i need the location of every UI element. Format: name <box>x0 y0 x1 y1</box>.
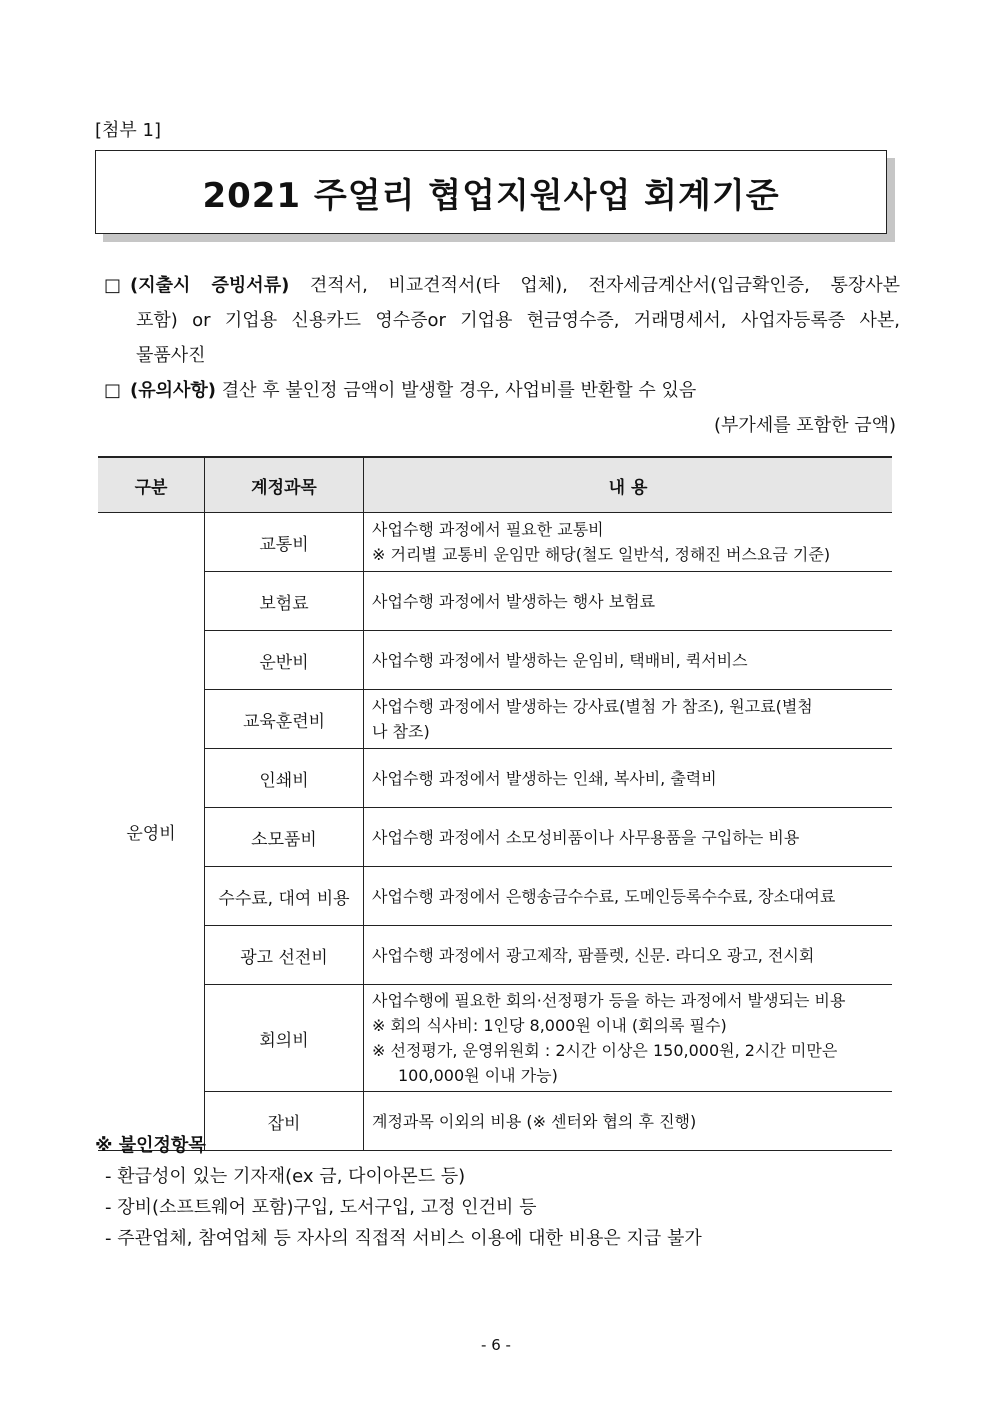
caution-note <box>104 373 900 408</box>
content-line: 사업수행 과정에서 발생하는 운임비, 택배비, 퀵서비스 <box>372 650 748 670</box>
content-line: 사업수행 과정에서 발생하는 행사 보험료 <box>372 591 656 611</box>
content-line: 사업수행에 필요한 회의·선정평가 등을 하는 과정에서 발생되는 비용 <box>372 991 846 1010</box>
content-line: 100,000원 이내 가능) <box>398 1066 558 1085</box>
caution-text: 결산 후 불인정 금액이 발생할 경우, 사업비를 반환할 수 있음 <box>221 380 697 401</box>
account-name-cell: 잡비 <box>205 1092 364 1151</box>
content-line: ※ 회의 식사비: 1인당 8,000원 이내 (회의록 필수) <box>372 1016 727 1035</box>
content-line: 사업수행 과정에서 광고제작, 팜플렛, 신문. 라디오 광고, 전시회 <box>372 945 815 965</box>
header-category: 구분 <box>98 457 205 513</box>
table-body <box>98 513 892 1151</box>
checkbox-icon: □ <box>104 275 122 296</box>
table-header-row <box>98 457 892 513</box>
account-name-cell: 운반비 <box>205 631 364 690</box>
table-row <box>98 572 892 631</box>
account-name-cell: 인쇄비 <box>205 749 364 808</box>
table-row <box>98 513 892 572</box>
content-cell <box>364 631 893 690</box>
account-name-cell: 보험료 <box>205 572 364 631</box>
content-cell <box>364 867 893 926</box>
account-name-cell: 교육훈련비 <box>205 690 364 749</box>
evidence-line-3: 물품사진 <box>136 345 206 366</box>
account-name-cell: 수수료, 대여 비용 <box>205 867 364 926</box>
table-row <box>98 749 892 808</box>
table-row <box>98 808 892 867</box>
checkbox-icon: □ <box>104 380 122 401</box>
content-line: 계정과목 이외의 비용 (※ 센터와 협의 후 진행) <box>372 1111 697 1131</box>
notes-section <box>104 268 900 443</box>
account-name-cell: 광고 선전비 <box>205 926 364 985</box>
evidence-note-cont2 <box>104 338 900 373</box>
content-line: 사업수행 과정에서 발생하는 강사료(별첨 가 참조), 원고료(별첨 <box>372 697 813 716</box>
content-line: 사업수행 과정에서 소모성비품이나 사무용품을 구입하는 비용 <box>372 827 800 847</box>
accounting-table <box>98 456 892 1151</box>
table-row <box>98 926 892 985</box>
content-cell <box>364 690 893 749</box>
header-content: 내 용 <box>364 457 893 513</box>
account-name-cell: 교통비 <box>205 513 364 572</box>
exclusions-title: ※ 불인정항목 <box>95 1135 206 1156</box>
category-cell: 운영비 <box>98 513 205 1151</box>
title-box <box>95 150 887 234</box>
content-cell <box>364 985 893 1092</box>
content-cell <box>364 808 893 867</box>
content-cell <box>364 572 893 631</box>
evidence-label: (지출시 증빙서류) <box>130 275 290 296</box>
content-line: ※ 선정평가, 운영위원회 : 2시간 이상은 150,000원, 2시간 미만은 <box>372 1041 838 1060</box>
content-cell <box>364 749 893 808</box>
table-row <box>98 985 892 1092</box>
account-name-cell: 소모품비 <box>205 808 364 867</box>
exclusion-item: - 환급성이 있는 기자재(ex 금, 다이아몬드 등) <box>105 1166 466 1187</box>
content-line: ※ 거리별 교통비 운임만 해당(철도 일반석, 정해진 버스요금 기준) <box>372 545 831 564</box>
document-title: 2021 주얼리 협업지원사업 회계기준 <box>202 175 780 216</box>
exclusions-section <box>95 1130 702 1254</box>
header-account: 계정과목 <box>205 457 364 513</box>
attachment-label: [첨부 1] <box>95 120 161 141</box>
content-line: 사업수행 과정에서 발생하는 인쇄, 복사비, 출력비 <box>372 768 717 788</box>
exclusion-item: - 장비(소프트웨어 포함)구입, 도서구입, 고정 인건비 등 <box>105 1197 537 1218</box>
evidence-note <box>104 268 900 303</box>
content-line: 사업수행 과정에서 필요한 교통비 <box>372 520 604 539</box>
page-number: - 6 - <box>481 1336 511 1354</box>
table-row <box>98 631 892 690</box>
caution-label: (유의사항) <box>130 380 217 401</box>
table-row <box>98 867 892 926</box>
content-line: 사업수행 과정에서 은행송금수수료, 도메인등록수수료, 장소대여료 <box>372 886 836 906</box>
content-cell <box>364 513 893 572</box>
account-name-cell: 회의비 <box>205 985 364 1092</box>
evidence-line-1: 견적서, 비교견적서(타 업체), 전자세금계산서(입금확인증, 통장사본 <box>309 275 901 296</box>
table-row <box>98 690 892 749</box>
exclusion-item: - 주관업체, 참여업체 등 자사의 직접적 서비스 이용에 대한 비용은 지급 불가 <box>105 1228 702 1249</box>
vat-note: (부가세를 포함한 금액) <box>714 415 896 436</box>
evidence-note-cont <box>104 303 900 338</box>
content-cell <box>364 926 893 985</box>
content-line: 나 참조) <box>372 722 430 741</box>
evidence-line-2: 포함) or 기업용 신용카드 영수증or 기업용 현금영수증, 거래명세서, 사업자등록증 사본, <box>136 310 900 331</box>
